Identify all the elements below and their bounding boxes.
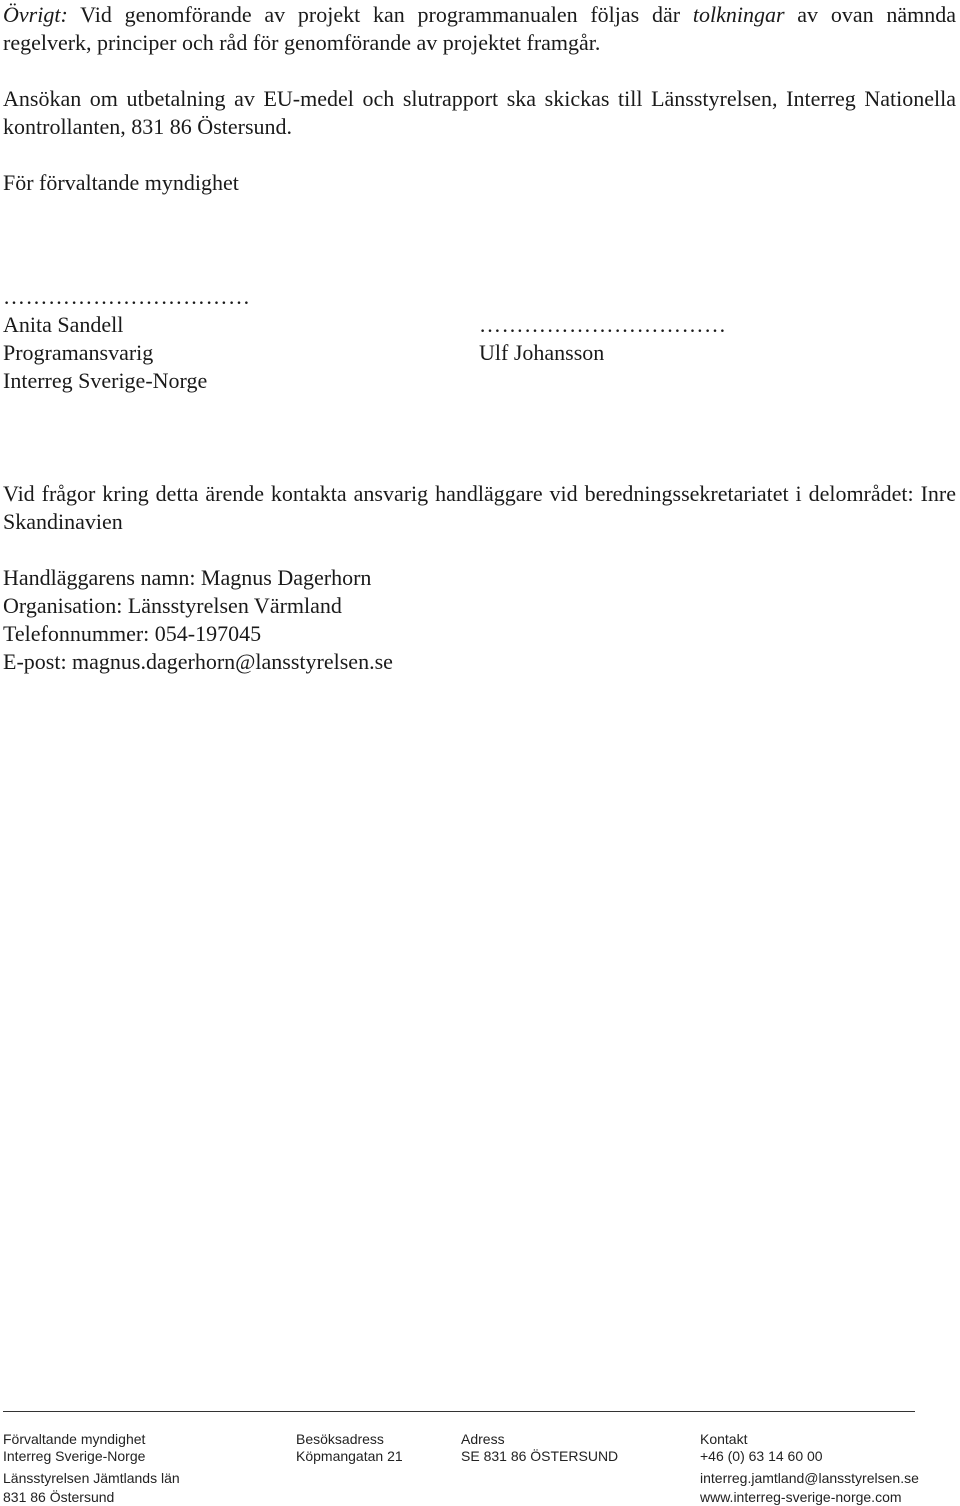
ovrigt-label: Övrigt:	[3, 2, 68, 27]
contact-email[interactable]: E-post: magnus.dagerhorn@lansstyrelsen.se	[3, 649, 393, 674]
signatory-title-left: Programansvarig	[3, 340, 154, 365]
footer-contact-website[interactable]: www.interreg-sverige-norge.com	[700, 1489, 902, 1505]
footer-divider	[3, 1411, 915, 1412]
signatory-name-right: Ulf Johansson	[479, 340, 605, 365]
footer-visit-address: Köpmangatan 21	[296, 1448, 403, 1464]
contact-name: Handläggarens namn: Magnus Dagerhorn	[3, 565, 372, 590]
signatory-org-left: Interreg Sverige-Norge	[3, 368, 208, 393]
footer-authority-line2: Länsstyrelsen Jämtlands län	[3, 1470, 180, 1486]
footer-postal-address: SE 831 86 ÖSTERSUND	[461, 1448, 619, 1464]
questions-paragraph: Vid frågor kring detta ärende kontakta ansvarig handläggare vid beredningssekretariatet i delområdet: Inre Skandinavien	[3, 481, 956, 534]
ovrigt-emphasis: tolkningar	[692, 2, 785, 27]
ovrigt-text-after: av ovan nämnda regelverk, principer och råd för genomförande av projektet framgår.	[3, 2, 956, 55]
footer-address-heading: Adress	[461, 1431, 505, 1447]
contact-phone: Telefonnummer: 054-197045	[3, 621, 262, 646]
contact-organisation: Organisation: Länsstyrelsen Värmland	[3, 593, 342, 618]
footer-contact-email[interactable]: interreg.jamtland@lansstyrelsen.se	[700, 1470, 919, 1486]
footer-authority-line1: Interreg Sverige-Norge	[3, 1448, 146, 1464]
signatory-name-left: Anita Sandell	[3, 312, 124, 337]
footer-authority-heading: Förvaltande myndighet	[3, 1431, 146, 1447]
payment-paragraph: Ansökan om utbetalning av EU-medel och slutrapport ska skickas till Länsstyrelsen, Interreg Nationella kontrollanten, 831 86 Östersund.	[3, 86, 956, 139]
footer-contact-phone: +46 (0) 63 14 60 00	[700, 1448, 823, 1464]
signature-line-right: ……………………………	[479, 312, 727, 337]
ovrigt-paragraph	[3, 1, 956, 57]
ovrigt-text-before: Vid genomförande av projekt kan programmanualen följas där	[67, 2, 693, 27]
footer-contact-heading: Kontakt	[700, 1431, 748, 1447]
footer-authority-line3: 831 86 Östersund	[3, 1489, 115, 1505]
authority-heading: För förvaltande myndighet	[3, 170, 239, 195]
signature-line-left: ……………………………	[3, 284, 251, 309]
footer-visit-heading: Besöksadress	[296, 1431, 384, 1447]
